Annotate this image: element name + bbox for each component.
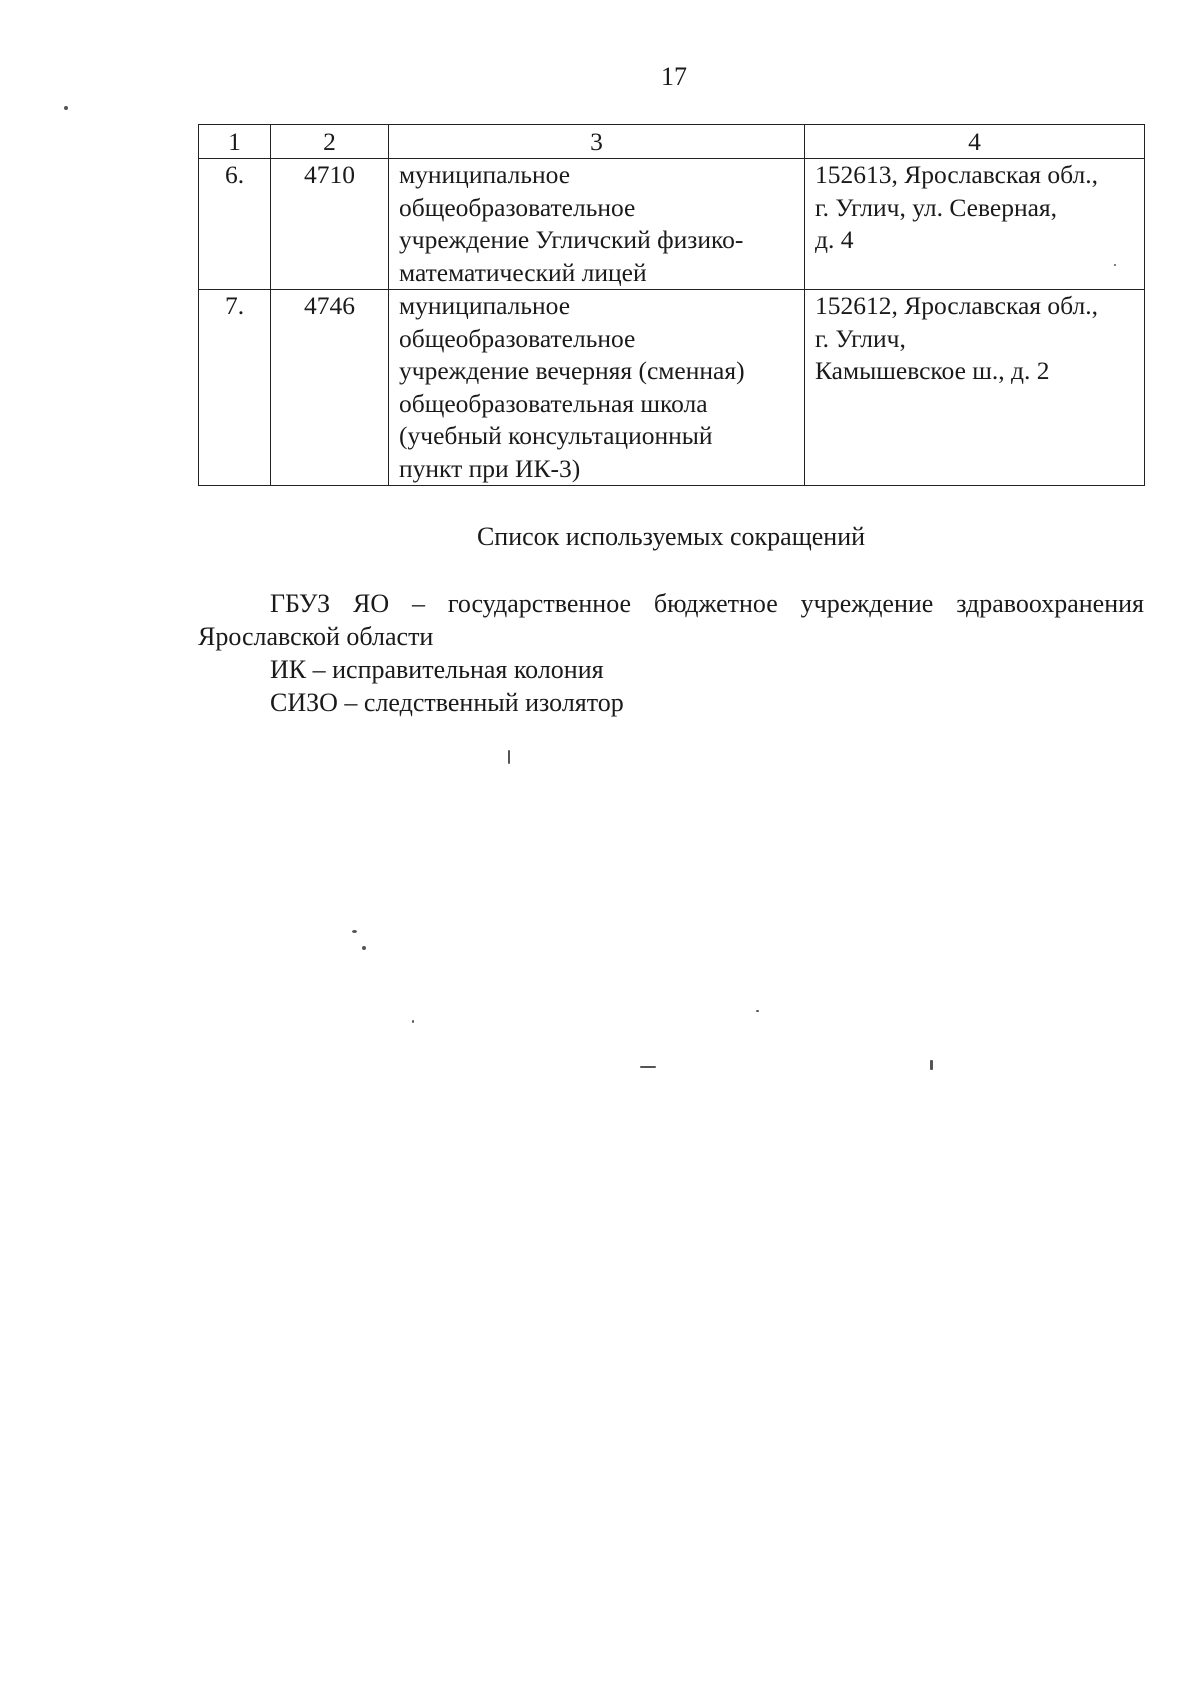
column-header-address: 4 bbox=[805, 125, 1145, 159]
scan-speck bbox=[508, 750, 510, 764]
abbreviation-item: ГБУЗ ЯО – государственное бюджетное учреждение здравоохранения Ярославской области bbox=[198, 589, 1144, 651]
scan-speck bbox=[64, 106, 68, 110]
abbreviation-item: ИК – исправительная колония bbox=[270, 655, 604, 684]
table-row bbox=[199, 159, 1145, 290]
institution-name: муниципальное общеобразовательное учреждение Угличский физико- математический лицей bbox=[389, 159, 805, 290]
institution-name: муниципальное общеобразовательное учреждение вечерняя (сменная) общеобразовательная школа (учебный консультационный пункт при ИК-3) bbox=[389, 290, 805, 486]
scan-speck bbox=[352, 930, 357, 933]
abbreviation-item: СИЗО – следственный изолятор bbox=[270, 688, 624, 717]
institution-code: 4746 bbox=[271, 290, 389, 486]
column-header-name: 3 bbox=[389, 125, 805, 159]
scan-speck bbox=[362, 946, 366, 950]
scan-speck bbox=[756, 1010, 759, 1012]
institution-code: 4710 bbox=[271, 159, 389, 290]
row-number: 6. bbox=[199, 159, 271, 290]
column-header-code: 2 bbox=[271, 125, 389, 159]
scan-speck bbox=[640, 1066, 656, 1068]
column-header-number: 1 bbox=[199, 125, 271, 159]
scan-speck bbox=[1114, 264, 1116, 266]
scan-speck bbox=[412, 1020, 414, 1023]
abbreviations-title: Список используемых сокращений bbox=[476, 522, 866, 551]
row-number: 7. bbox=[199, 290, 271, 486]
page-number: 17 bbox=[661, 62, 687, 91]
scan-speck bbox=[930, 1060, 933, 1070]
institution-address: 152612, Ярославская обл., г. Углич, Камышевское ш., д. 2 bbox=[805, 290, 1145, 486]
table-row bbox=[199, 290, 1145, 486]
institutions-table bbox=[198, 124, 1145, 486]
table-header-row bbox=[199, 125, 1145, 159]
institution-address: 152613, Ярославская обл., г. Углич, ул. Северная, д. 4 bbox=[805, 159, 1145, 290]
